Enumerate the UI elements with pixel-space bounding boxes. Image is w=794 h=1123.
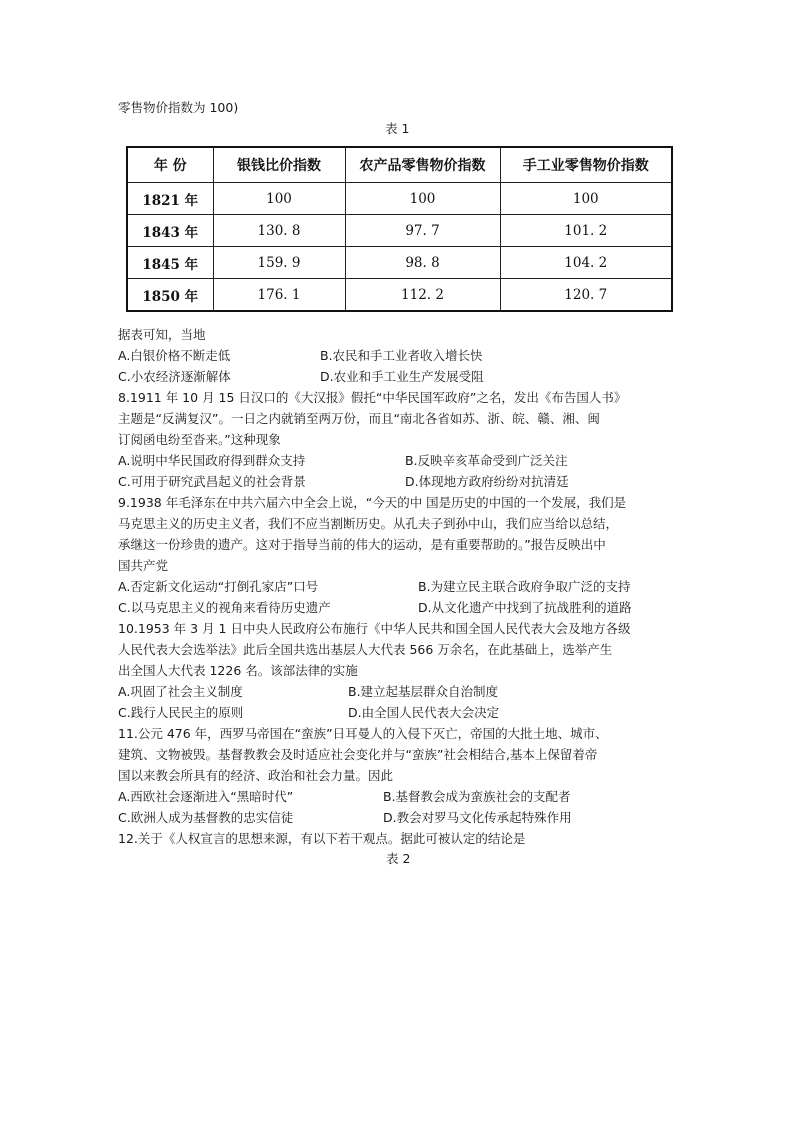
q8-line: 主题是“反满复汉”。一日之内就销至两万份，而且“南北各省如苏、浙、皖、赣、湘、闽: [118, 411, 600, 426]
q10-option-d: D.由全国人民代表大会决定: [348, 705, 500, 720]
table-cell: 100: [500, 183, 672, 215]
q9-option-d: D.从文化遗产中找到了抗战胜利的道路: [418, 600, 632, 615]
q11-option-a: A.西欧社会逐渐进入“黑暗时代”: [118, 789, 294, 804]
q10-line: 人民代表大会选举法》此后全国共选出基层人大代表 566 万余名，在此基础上，选举产生: [118, 642, 613, 657]
table1-caption: 表 1: [385, 121, 410, 136]
q9-option-a: A.否定新文化运动“打倒孔家店”口号: [118, 579, 319, 594]
q11-option-c: C.欧洲人成为基督教的忠实信徒: [118, 810, 294, 825]
table-cell: 1850 年: [127, 279, 213, 312]
q10-line: 出全国人大代表 1226 名。该部法律的实施: [118, 663, 358, 678]
q10-option-a: A.巩固了社会主义制度: [118, 684, 243, 699]
q10-option-c: C.践行人民民主的原则: [118, 705, 244, 720]
table-cell: 97. 7: [345, 215, 500, 247]
table1-header-cell: 银钱比价指数: [213, 147, 345, 183]
table-cell: 1843 年: [127, 215, 213, 247]
q7-option-c: C.小农经济逐渐解体: [118, 369, 231, 384]
q9-line: 国共产党: [118, 558, 169, 573]
q7-option-a: A.白银价格不断走低: [118, 348, 231, 363]
q7-option-d: D.农业和手工业生产发展受阻: [320, 369, 484, 384]
q11-line: 11.公元 476 年，西罗马帝国在“蛮族”日耳曼人的入侵下灭亡，帝国的大批土地、城市、: [118, 726, 608, 741]
table-row: [127, 215, 672, 247]
table-cell: 112. 2: [345, 279, 500, 312]
table-cell: 159. 9: [213, 247, 345, 279]
q9-option-b: B.为建立民主联合政府争取广泛的支持: [418, 579, 631, 594]
table1-header-cell: 手工业零售物价指数: [500, 147, 672, 183]
q10-option-b: B.建立起基层群众自治制度: [348, 684, 499, 699]
q8-option-b: B.反映辛亥革命受到广泛关注: [405, 453, 568, 468]
q11-line: 国以来教会所具有的经济、政治和社会力量。因此: [118, 768, 394, 783]
table1-header-row: [127, 147, 672, 183]
table-cell: 1845 年: [127, 247, 213, 279]
q11-option-b: B.基督教会成为蛮族社会的支配者: [383, 789, 571, 804]
q9-line: 9.1938 年毛泽东在中共六届六中全会上说，“今天的中 国是历史的中国的一个发展，我们是: [118, 495, 627, 510]
table-cell: 120. 7: [500, 279, 672, 312]
table1-header-cell: 年 份: [127, 147, 213, 183]
table-cell: 176. 1: [213, 279, 345, 312]
q8-option-a: A.说明中华民国政府得到群众支持: [118, 453, 306, 468]
table-cell: 100: [213, 183, 345, 215]
table-cell: 104. 2: [500, 247, 672, 279]
table-cell: 100: [345, 183, 500, 215]
q9-line: 马克思主义的历史主义者，我们不应当割断历史。从孔夫子到孙中山，我们应当给以总结，: [118, 516, 619, 531]
q9-line: 承继这一份珍贵的遗产。这对于指导当前的伟大的运动，是有重要帮助的。”报告反映出中: [118, 537, 606, 552]
table-cell: 101. 2: [500, 215, 672, 247]
q10-line: 10.1953 年 3 月 1 日中央人民政府公布施行《中华人民共和国全国人民代表大会及地方各级: [118, 621, 631, 636]
q12-stem: 12.关于《人权宣言的思想来源，有以下若干观点。据此可被认定的结论是: [118, 831, 526, 846]
q9-option-c: C.以马克思主义的视角来看待历史遗产: [118, 600, 331, 615]
table-row: [127, 247, 672, 279]
q7-option-b: B.农民和手工业者收入增长快: [320, 348, 483, 363]
q11-option-d: D.教会对罗马文化传承起特殊作用: [383, 810, 572, 825]
q11-line: 建筑、文物被毁。基督教教会及时适应社会变化并与“蛮族”社会相结合,基本上保留着帝: [118, 747, 598, 762]
table2-caption: 表 2: [386, 851, 411, 866]
q8-option-c: C.可用于研究武昌起义的社会背景: [118, 474, 306, 489]
table-cell: 130. 8: [213, 215, 345, 247]
table1: [126, 146, 673, 312]
table-cell: 1821 年: [127, 183, 213, 215]
q8-line: 订阅函电纷至沓来。”这种现象: [118, 432, 281, 447]
table-row: [127, 279, 672, 312]
q7-stem: 据表可知，当地: [118, 327, 206, 342]
table-row: [127, 183, 672, 215]
q8-option-d: D.体现地方政府纷纷对抗清廷: [405, 474, 569, 489]
q8-line: 8.1911 年 10 月 15 日汉口的《大汉报》假托“中华民国军政府”之名，发出《布告国人书》: [118, 390, 627, 405]
table1-header-cell: 农产品零售物价指数: [345, 147, 500, 183]
table-cell: 98. 8: [345, 247, 500, 279]
intro-line: 零售物价指数为 100): [118, 100, 239, 115]
